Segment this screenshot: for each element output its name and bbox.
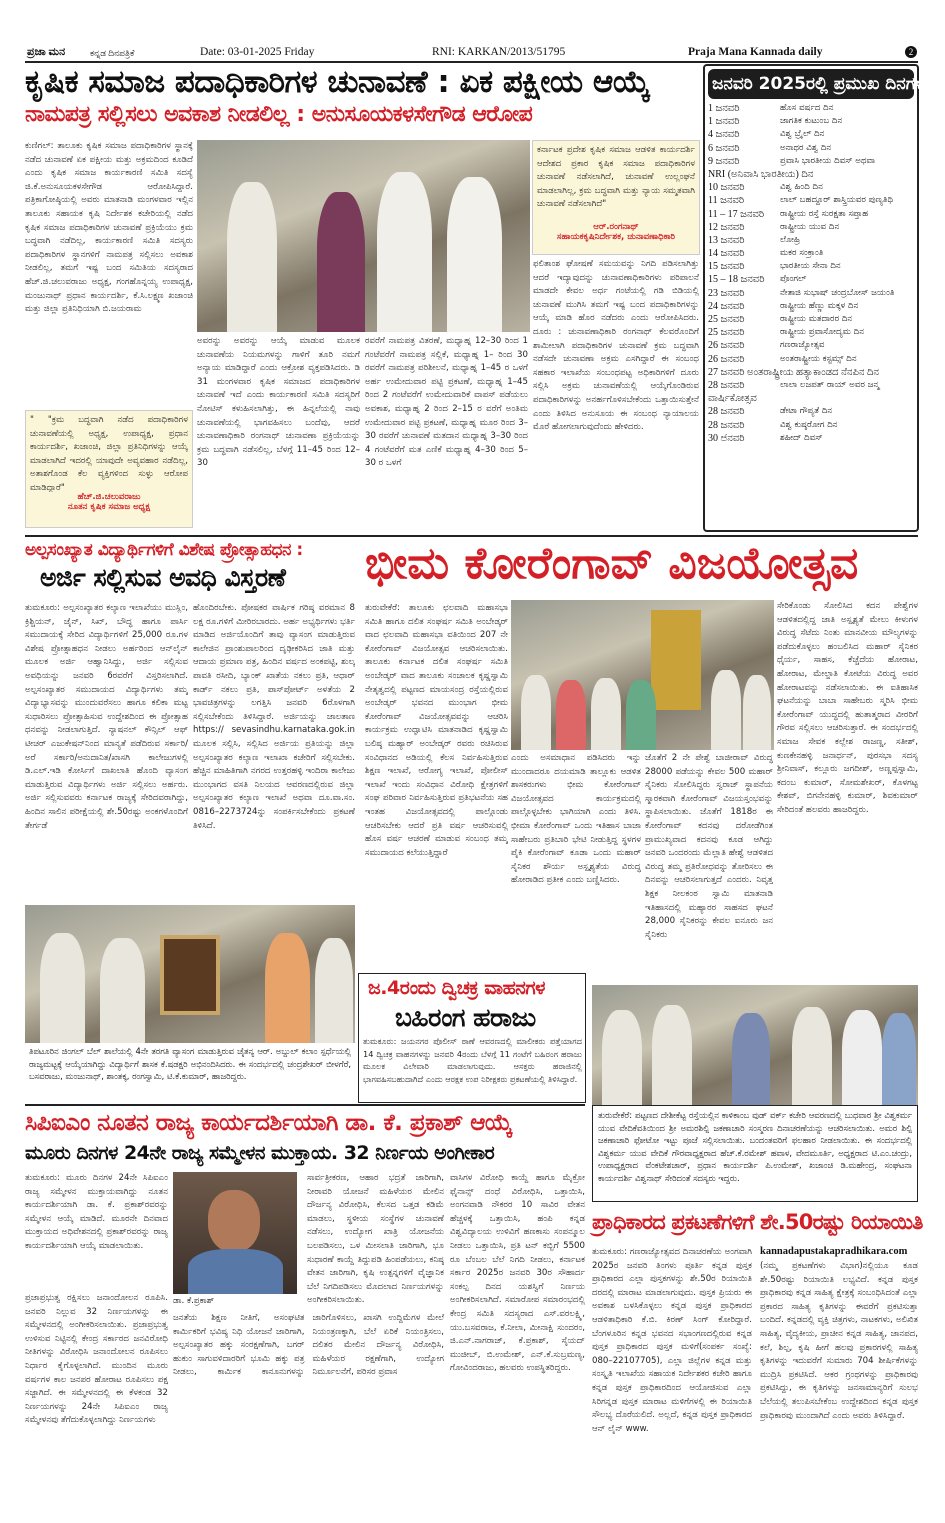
quote-author: ಆರ್.ರಂಗನಾಥ್ [593, 222, 639, 232]
date-row [705, 405, 917, 418]
section-divider [25, 1104, 585, 1106]
event-label: ಮಕರ ಸಂಕ್ರಾಂತಿ [780, 248, 824, 259]
date-row [705, 339, 917, 352]
date-label: 28 ಜನವರಿ [708, 379, 745, 391]
date-row [705, 208, 917, 221]
event-label: ರಾಷ್ಟ್ರೀಯ ಪ್ರವಾಸೋದ್ಯಮ ದಿನ [780, 327, 864, 338]
page-number: 2 [905, 46, 917, 58]
event-label: ರಾಷ್ಟ್ರೀಯ ಹೆಣ್ಣು ಮಕ್ಕಳ ದಿನ [780, 300, 859, 311]
date-label: 28 ಜನವರಿ [708, 419, 745, 431]
date-label: 12 ಜನವರಿ [708, 221, 745, 233]
date-label: NRI (ಅನಿವಾಸಿ ಭಾರತೀಯ) ದಿನ [708, 168, 814, 180]
kicker: ಅಲ್ಪಸಂಖ್ಯಾತ ವಿದ್ಯಾರ್ಥಿಗಳಿಗೆ ವಿಶೇಷ ಪ್ರೋತ್ಸಾಹಧನ : [25, 540, 303, 560]
date-label: 27 ಜನವರಿ ಅಂತರಾಷ್ಟ್ರೀಯ ಹತ್ಯಾಕಾಂಡದ ನೆನಪಿನ ದಿನ [708, 366, 879, 378]
date-row [705, 326, 917, 339]
article-text: ಎಂದು ಅಸಮಾಧಾನ ಪಡಿಸಿದರು ಇನ್ನು ಮುಂದಾದರೂ ದಯಮಾಡಿ ತಾಲ್ಲೂಕು ಆಡಳಿತ ಶಾಸಕರುಗಳು ಭೀಮ ಕೋರೆಂಗಾವ್ ವಿಜಯೋತ್ಸವದ ಕಾರ್ಯಕ್ರಮದಲ್ಲಿ ಪಾಲ್ಗೊಳ್ಳಬೇಕು ಭಾಗಿಯಾಗಿ ಎಂದು ತಿಳಿಸಿ. ಭೀಮಾ ಕೋರೆಂಗಾವ್ ಒಂದು ಇತಿಹಾಸ ಬಾಜಾ ಸಾಹೇಬರು ಪ್ರತಿಬಾರಿ ಭೇಟಿ ನೀಡುತ್ತಿದ್ದ ಸ್ಥಳಗಳ ಪೈಕಿ ಕೋರೆಂಗಾವ್ ಕೂಡಾ ಒಂದು ಮಹಾರ್ ಸೈನಿಕರ ಶೌರ್ಯ ಅಸ್ಪೃಶ್ಯತೆಯ ವಿರುದ್ಧ ಹೋರಾಡಿದ ಪ್ರತೀಕ ಎಂದು ಬಣ್ಣಿಸಿದರು. [511, 753, 641, 886]
news-photo [592, 985, 918, 1105]
event-label: ಹೊಸ ವರ್ಷದ ದಿನ [780, 103, 834, 113]
event-label: ವಿಶ್ವ ಬ್ರೈಲ್ ದಿನ [780, 129, 825, 140]
date-row [705, 247, 917, 260]
headline: ಅರ್ಜಿ ಸಲ್ಲಿಸುವ ಅವಧಿ ವಿಸ್ತರಣೆ [40, 563, 286, 592]
date-row [705, 419, 917, 432]
article-text: ವಾಸಿಗಳ ವಿರೋಧಿ ಕಾಯ್ದೆ ಹಾಗೂ ಮೈಕ್ರೋ ಫೈನಾನ್ಸ್ ದಂಧೆ ವಿರೋಧಿಸಿ, ಒತ್ತಾಯಿಸಿ, ಅಂಗನವಾಡಿ ನೌಕರರ 10 ಸಾವಿರ ವೇತನ ಹೆಚ್ಚಳಕ್ಕೆ ಒತ್ತಾಯಿಸಿ, ಹಂಪಿ ಕನ್ನಡ ವಿಶ್ವವಿದ್ಯಾಲಯ ಉಳಿವಿಗೆ ಹಣಕಾಸು ಸಂಪನ್ಮೂಲ ನೀಡಲು ಒತ್ತಾಯಿಸಿ, ಪ್ರತಿ ಟನ್ ಕಬ್ಬಿಗೆ 5500 ರೂ ಬೆಂಬಲ ಬೆಲೆ ನಿಗದಿ ನೀಡಲು, ಕರ್ನಾಟಕ ಸರ್ಕಾರ 2025ರ ಜನವರಿ 30ರ ಸೌಹಾರ್ದ ಸಂಕಲ್ಪ ದಿನದ ಯಶಸ್ವಿಗೆ ನಿರ್ಣಯ ಅಂಗೀಕರಿಸಲಾಗಿದೆ. ಸಮಾರೋಪ ಸಮಾರಂಭದಲ್ಲಿ ಕೇಂದ್ರ ಸಮಿತಿ ಸದಸ್ಯರಾದ ಎಸ್.ವರಲಕ್ಷ್ಮಿ, ಯು.ಬಸವರಾಜ, ಕೆ.ನೀಲಾ, ಮೀನಾಕ್ಷಿ ಸುಂದರಂ, ಜಿ.ಎನ್.ನಾಗರಾಜ್, ಕೆ.ಪ್ರಕಾಶ್, ಸೈಯದ್ ಮುಜೀಬ್, ಬಿ.ಉಮೇಶ್, ಎನ್.ಕೆ.ಸುಬ್ರಮಣ್ಯ, ಗೋವಿಂದರಾಜು, ಹಲವರು ಉಪಸ್ಥಿತರಿದ್ದರು. [450, 1173, 585, 1374]
subheadline: ನಾಮಪತ್ರ ಸಲ್ಲಿಸಲು ಅವಕಾಶ ನೀಡಲಿಲ್ಲ : ಅನುಸೂಯಕಳಸೇಗೌಡ ಆರೋಪ [25, 102, 533, 127]
article-text: ಜನತೆಯ ಶಿಕ್ಷಣ ನೀತಿಗೆ, ಅಸಂಘಟಿತ ಕಾರ್ಮಿಕರಿಗೆ ಭವಿಷ್ಯ ನಿಧಿ ಯೋಜನೆ ಜಾರಿಗಾಗಿ, ಅಲ್ಪಸಂಖ್ಯಾತರ ಹಕ್ಕು ಸಂರಕ್ಷಣೆಗಾಗಿ, ಬಗರ್ ಹುಕುಂ ಸಾಗುವಳಿದಾರರಿಗೆ ಭೂಮಿ ಹಕ್ಕು ಪತ್ರ ನೀಡಲು, ಕಾರ್ಮಿಕ ಕಾನೂನುಗಳನ್ನು ಜಾರಿಗೊಳಿಸಲು, ಖಾಸಗಿ ಉದ್ದಿಮೆಗಳ ಮೇಲೆ ನಿಯಂತ್ರಣಕ್ಕಾಗಿ, ಬೆಲೆ ಏರಿಕೆ ನಿಯಂತ್ರಿಸಲು, ದಲಿತರ ಮೇಲಿನ ದೌರ್ಜನ್ಯ ವಿರೋಧಿಸಿ, ಮಹಿಳೆಯರ ರಕ್ಷಣೆಗಾಗಿ, ಉದ್ಯೋಗ ನಿರ್ಮೂಲನೆಗೆ, ಪರಿಸರ ಪ್ರವಾಸ [173, 1313, 444, 1378]
date-row [705, 366, 917, 379]
date-row [705, 181, 917, 194]
paper-name: Praja Mana Kannada daily [688, 46, 823, 58]
event-label: ಅನಾಥರ ವಿಶ್ವ ದಿನ [780, 142, 832, 153]
date-label: 1 ಜನವರಿ [708, 116, 740, 128]
date-label: 25 ಜನವರಿ [708, 314, 745, 325]
event-label: ಡೇಟಾ ಗೌಪ್ಯತೆ ದಿನ [780, 406, 833, 417]
date-row [705, 128, 917, 141]
quote-text: " "ಕ್ರಮ ಬದ್ಧವಾಗಿ ನಡೆದ ಪದಾಧಿಕಾರಿಗಳ ಚುನಾವಣೆಯಲ್ಲಿ ಅಧ್ಯಕ್ಷ, ಉಪಾಧ್ಯಕ್ಷ, ಪ್ರಧಾನ ಕಾರ್ಯದರ್ಶಿ, ಖಜಾಂಚಿ, ಜಿಲ್ಲಾ ಪ್ರತಿನಿಧಿಗಳನ್ನು ಆಯ್ಕೆ ಮಾಡಲಾಗಿದೆ ಇದರಲ್ಲಿ ಯಾವುದೇ ಅವ್ಯವಹಾರ ನಡೆದಿಲ್ಲ, ಅತಾಶಗೊಂಡ ಕೆಲ ವ್ಯಕ್ತಿಗಳಿಂದ ಸುಳ್ಳು ಆರೋಪ ಮಾಡಿದ್ದಾರೆ" [30, 415, 188, 492]
pull-quote [25, 410, 193, 528]
event-label: ಪೊಂಗಲ್ [780, 274, 807, 285]
date-label: ವಾರ್ಷಿಕೋತ್ಸವ [708, 393, 757, 405]
event-label: ಜಾಗತಿಕ ಕುಟುಂಬ ದಿನ [780, 116, 843, 127]
date-label: 6 ಜನವರಿ [708, 142, 740, 154]
date-row [705, 392, 917, 405]
date-label: 11 – 17 ಜನವರಿ [708, 208, 765, 220]
article-text: ಹೊಂದಿರಬೇಕು. ಪೋಷಕರ ವಾರ್ಷಿಕ ಗರಿಷ್ಠ ವರಮಾನ 8 ಲಕ್ಷ ರೂ.ಗಳಿಗೆ ಮೀರಿರಬಾರದು. ಅರ್ಹ ಅಭ್ಯರ್ಥಿಗಳು ಭರ್ತಿ ಮಾಡಿದ ಅರ್ಜಿಯೊಂದಿಗೆ ತಾವು ವ್ಯಾಸಂಗ ಮಾಡುತ್ತಿರುವ ಕಾಲೇಜಿನ ಪ್ರಾಂಶುಪಾಲರಿಂದ ದೃಢೀಕರಿಸಿದ ಜಾತಿ ಮತ್ತು ಆದಾಯ ಪ್ರಮಾಣ ಪತ್ರ, ಹಿಂದಿನ ವರ್ಷದ ಅಂಕಪಟ್ಟಿ, ಶುಲ್ಕ ಪಾವತಿ ರಸೀದಿ, ಬ್ಯಾಂಕ್ ಖಾತೆಯ ನಕಲು ಪ್ರತಿ, ಆಧಾರ್ ಕಾರ್ಡ್ ನಕಲು ಪ್ರತಿ, ಪಾಸ್‌ಪೋರ್ಟ್ ಅಳತೆಯ 2 ಭಾವಚಿತ್ರಗಳನ್ನು ಲಗತ್ತಿಸಿ ಜನವರಿ 6ರೊಳಗಾಗಿ ಸಲ್ಲಿಸಬೇಕೆಂದು ತಿಳಿಸಿದ್ದಾರೆ. ಅರ್ಜಿಯನ್ನು ಜಾಲತಾಣ https:// sevasindhu.karnataka.gok.in ಮೂಲಕ ಸಲ್ಲಿಸಿ, ಸಲ್ಲಿಸಿದ ಅರ್ಜಿಯ ಪ್ರತಿಯನ್ನು ಜಿಲ್ಲಾ ಅಲ್ಪಸಂಖ್ಯಾತರ ಕಲ್ಯಾಣ ಇಲಾಖಾ ಕಚೇರಿಗೆ ಸಲ್ಲಿಸಬೇಕು. ಹೆಚ್ಚಿನ ಮಾಹಿತಿಗಾಗಿ ನಗರದ ಉತ್ತರಹಳ್ಳಿ ಇಂದಿರಾ ಕಾಲೇಜು ಮುಂಭಾಗದ ವಸತಿ ನಿಲಯದ ಆವರಣದಲ್ಲಿರುವ ಜಿಲ್ಲಾ ಅಲ್ಪಸಂಖ್ಯಾತರ ಕಲ್ಯಾಣ ಇಲಾಖೆ ಅಥವಾ ದೂ.ವಾ.ಸಂ. 0816–2273724ನ್ನು ಸಂಪರ್ಕಿಸಬೇಕೆಂದು ಪ್ರಕಟಣೆ ತಿಳಿಸಿದೆ. [193, 603, 355, 831]
date-label: 23 ಜನವರಿ [708, 287, 745, 299]
date-label: 11 ಜನವರಿ [708, 195, 745, 207]
quote-text: ಕರ್ನಾಟಕ ಪ್ರದೇಶ ಕೃಷಿಕ ಸಮಾಜ ಆಡಳಿತ ಕಾರ್ಯದರ್ಶಿ ಆದೇಶದ ಪ್ರಕಾರ ಕೃಷಿಕ ಸಮಾಜ ಪದಾಧಿಕಾರಿಗಳ ಚುನಾವಣೆ ನಡೆಸಲಾಗಿದೆ, ಚುನಾವಣೆ ಉಲ್ಲಂಘನೆ ಮಾಡಲಾಗಿಲ್ಲ, ಕ್ರಮ ಬದ್ಧವಾಗಿ ಮತ್ತು ನ್ಯಾಯ ಸಮ್ಮತವಾಗಿ ಚುನಾವಣೆ ನಡೆಸಲಾಗಿದೆ" [537, 145, 695, 210]
date-row [705, 142, 917, 155]
date-row [705, 194, 917, 207]
date-row [705, 102, 917, 115]
article-text: ತುಮಕೂರು: ಮೂರು ದಿನಗಳ 24ನೇ ಸಿಪಿಐಎಂ ರಾಜ್ಯ ಸಮ್ಮೇಳನ ಮುಕ್ತಾಯವಾಗಿದ್ದು ನೂತನ ಕಾರ್ಯದರ್ಶಿಯಾಗಿ ಡಾ. ಕೆ. ಪ್ರಕಾಶ್‌ರವರನ್ನು ಸಮ್ಮೇಳನ ಆಯ್ಕೆ ಮಾಡಿದೆ. ಮೂರನೇ ದಿನವಾದ ಮುಕ್ತಾಯದ ಅಧಿವೇಶನದಲ್ಲಿ ಪ್ರಕಾಶ್‌ರವರನ್ನು ರಾಜ್ಯ ಕಾರ್ಯದರ್ಶಿಯಾಗಿ ಆಯ್ಕೆ ಮಾಡಲಾಯಿತು. [25, 1173, 168, 1251]
date-row [705, 234, 917, 247]
event-label: ಪ್ರವಾಸಿ ಭಾರತೀಯ ದಿವಸ್ ಅಥವಾ [780, 155, 876, 166]
date-label: 14 ಜನವರಿ [708, 248, 745, 260]
article-text: ಕುಣಿಗಲ್: ತಾಲೂಕು ಕೃಷಿಕ ಸಮಾಜ ಪದಾಧಿಕಾರಿಗಳ ಸ್ಥಾನಕ್ಕೆ ನಡೆದ ಚುನಾವಣೆ ಏಕ ಪಕ್ಷೀಯ ಮತ್ತು ಅಕ್ರಮದಿಂದ ಕೂಡಿದೆ ಎಂದು ಕೃಷಿಕ ಸಮಾಜ ಕಾರ್ಯಕಾರಣಿ ಸಮಿತಿ ಸದಸ್ಯೆ ಜಿ.ಕೆ.ಅನುಸೂಯಕಳಸೇಗೌಡ ಆರೋಪಿಸಿದ್ದಾರೆ. ಪತ್ರಿಕಾಗೋಷ್ಠಿಯಲ್ಲಿ ಅವರು ಮಾತನಾಡಿ ಮಂಗಳವಾರ ಇಲ್ಲಿನ ತಾಲೂಕು ಸಹಾಯಕ ಕೃಷಿ ನಿರ್ದೇಶಕ ಕಚೇರಿಯಲ್ಲಿ ನಡೆದ ಕೃಷಿಕ ಸಮಾಜ ಪದಾಧಿಕಾರಿಗಳ ಚುನಾವಣೆ ಪ್ರಕ್ರಿಯೆಯು ಕ್ರಮ ಬದ್ಧವಾಗಿ ನಡೆದಿಲ್ಲ, ಕಾರ್ಯಕಾರಣಿ ಸಮಿತಿ ಸದಸ್ಯರು ಪದಾಧಿಕಾರಿಗಳ ಸ್ಥಾನಗಳಿಗೆ ನಾಮಪತ್ರ ಸಲ್ಲಿಸಲು ಅವಕಾಶ ನೀಡಲಿಲ್ಲ, ತಮಗೆ ಇಷ್ಟ ಬಂದ ಸಮಿತಿಯ ಸದಸ್ಯರಾದ ಹೆಚ್.ಜಿ.ಚಲುವರಾಜು ಅಧ್ಯಕ್ಷ, ಗಂಗಹೊನ್ನಯ್ಯ ಉಪಾಧ್ಯಕ್ಷ, ಮಂಜುನಾಥ್ ಪ್ರಧಾನ ಕಾರ್ಯದರ್ಶಿ, ಕೆ.ಸಿ.ಲಕ್ಷ್ಮಣ ಖಜಾಂಚಿ ಮತ್ತು ಜಿಲ್ಲಾ ಪ್ರತಿನಿಧಿಯಾಗಿ ಬಿ.ಜಯರಾಮ [25, 141, 193, 315]
pull-quote [532, 140, 700, 255]
masthead-logo: ಪ್ರಜಾ ಮನ [27, 46, 66, 58]
date-label: 26 ಜನವರಿ [708, 353, 745, 365]
date-label: 9 ಜನವರಿ [708, 155, 740, 167]
article-text: ಸೇರಿಕೊಂಡು ಸೋಲಿಸಿದ ಕದನ ಪೇಶ್ವೆಗಳ ಆಡಳಿತದಲ್ಲಿದ್ದ ಜಾತಿ ಅಸ್ಪೃಶ್ಯತೆ ಮೇಲು ಕೀಳುಗಳ ವಿರುದ್ಧ ಸೆಟೆದು ನಿಂತು ಮಾನವೀಯ ಮೌಲ್ಯಗಳನ್ನು ಪಡೆದುಕೊಳ್ಳಲು ಹಂಬಲಿಸಿದ ಮಹಾರ್ ಸೈನಿಕರ ಧೈರ್ಯ, ಸಾಹಸ, ಕೆಚ್ಚೆದೆಯ ಹೋರಾಟ, ಹೋರಾಟ, ಮೇಲ್ಜಾತಿ ಕೋಟೆಯ ವಿರುದ್ಧ ಅವರ ಹೋರಾಟವನ್ನು ನಡೆಸಲಾಯಿತು. ಈ ಐತಿಹಾಸಿಕ ಘಟನೆಯನ್ನು ಬಾಬಾ ಸಾಹೇಬರು ಸ್ಮರಿಸಿ ಭೀಮ ಕೋರೆಂಗಾವ್ ಯುದ್ಧದಲ್ಲಿ ಹುತಾತ್ಮರಾದ ವೀರರಿಗೆ ಗೌರವ ಸಲ್ಲಿಸಲು ಆಚರಿಸುತ್ತಾರೆ. ಈ ಸಂದರ್ಭದಲ್ಲಿ ಸಮಾಜ ಸೇವಕ ಕಲ್ಲೇಶ ರಾಜಣ್ಣ, ಸತೀಶ್, ಕುಣಕೇನಹಳ್ಳಿ ಜನಾರ್ಧನ್, ಪುರಸಭಾ ಸದಸ್ಯ ಶ್ರೀನಿವಾಸ್, ಕಲ್ಲೂರು ಜಗದೀಶ್, ಅಣ್ಣಪ್ಪಸ್ವಾಮಿ, ಕದಂಬ ಕುಮಾರ್, ಸೋಮಶೇಖರ್, ಕೊಳಗಟ್ಟ ಕೇಶವ್, ಬಿಗನೇನಹಳ್ಳಿ ಕುಮಾರ್, ಶಿವಕುಮಾರ್ ಸೇರಿದಂತೆ ಹಲವರು ಹಾಜರಿದ್ದರು. [777, 601, 918, 815]
masthead-rule [25, 61, 918, 63]
article-text: ಸಾರ್ವತ್ರೀಕರಣ, ಆಹಾರ ಭದ್ರತೆ ಜಾರಿಗಾಗಿ, ನೀರಾವರಿ ಯೋಜನೆ ಮಹಿಳೆಯರ ಮೇಲಿನ ದೌರ್ಜನ್ಯ ವಿರೋಧಿಸಿ, ಕೆಲಸದ ಒತ್ತಡ ಕಡಿಮೆ ಮಾಡಲು, ಸ್ಥಳೀಯ ಸಂಸ್ಥೆಗಳ ಚುನಾವಣೆ ನಡೆಸಲು, ಉದ್ಯೋಗ ಖಾತ್ರಿ ಯೋಜನೆಯ ಬಲಪಡಿಸಲು, ಒಳ ಮೀಸಲಾತಿ ಜಾರಿಗಾಗಿ, ಭೂ ಸುಧಾರಣೆ ಕಾಯ್ದೆ ತಿದ್ದುಪಡಿ ಹಿಂಪಡೆಯಲು, ಕನಿಷ್ಠ ವೇತನ ಜಾರಿಗಾಗಿ, ಕೃಷಿ ಉತ್ಪನ್ನಗಳಿಗೆ ವೈಜ್ಞಾನಿಕ ಬೆಲೆ ನಿಗದಿಪಡಿಸಲು ಮೊದಲಾದ ನಿರ್ಣಯಗಳನ್ನು ಅಂಗೀಕರಿಸಲಾಯಿತು. [307, 1173, 444, 1306]
article-text: ತುಮಕೂರು: ಜಯನಗರ ಪೊಲೀಸ್ ಠಾಣೆ ಆವರಣದಲ್ಲಿ ಮಾಲೀಕರು ಪತ್ತೆಯಾಗದ 14 ದ್ವಿಚಕ್ರ ವಾಹನಗಳನ್ನು ಜನವರಿ 4ರಂದು ಬೆಳಗ್ಗೆ 11 ಗಂಟೆಗೆ ಬಹಿರಂಗ ಹರಾಜು ಮೂಲಕ ವಿಲೇವಾರಿ ಮಾಡಲಾಗುವುದು. ಆಸಕ್ತರು ಹರಾಜಿನಲ್ಲಿ ಭಾಗವಹಿಸಬಹುದಾಗಿದೆ ಎಂದು ಆರಕ್ಷಕ ಉಪ ನಿರೀಕ್ಷಕರು ಪ್ರಕಟಣೆಯಲ್ಲಿ ತಿಳಿಸಿದ್ದಾರೆ. [363, 1036, 582, 1084]
portrait-photo [173, 1172, 297, 1294]
date-label: 30 ජನವರಿ [708, 432, 745, 444]
date-label: 4 ಜನವರಿ [708, 129, 740, 141]
headline: ಪ್ರಾಧಿಕಾರದ ಪ್ರಕಟಣೆಗಳಿಗೆ ಶೇ.50ರಷ್ಟು ರಿಯಾಯಿತಿ [592, 1210, 923, 1234]
headline: ಬಹಿರಂಗ ಹರಾಜು [395, 1003, 536, 1032]
article-text: ತುಮಕೂರು: ಅಲ್ಪಸಂಖ್ಯಾತರ ಕಲ್ಯಾಣ ಇಲಾಖೆಯು ಮುಸ್ಲಿಂ, ಕ್ರಿಶ್ಚಿಯನ್, ಜೈನ್, ಸಿಖ್, ಬೌದ್ಧ ಹಾಗೂ ಪಾರ್ಸಿ ಸಮುದಾಯಕ್ಕೆ ಸೇರಿದ ವಿದ್ಯಾರ್ಥಿಗಳಿಗೆ 25,000 ರೂ.ಗಳ ವಿಶೇಷ ಪ್ರೋತ್ಸಾಹಧನ ನೀಡಲು ಅರ್ಹರಿಂದ ಆನ್‌ಲೈನ್ ಮೂಲಕ ಅರ್ಜಿ ಆಹ್ವಾನಿಸಿದ್ದು, ಅರ್ಜಿ ಸಲ್ಲಿಸುವ ಅವಧಿಯನ್ನು ಜನವರಿ 6ರವರೆಗೆ ವಿಸ್ತರಿಸಲಾಗಿದೆ. ಅಲ್ಪಸಂಖ್ಯಾತರ ಸಮುದಾಯದ ವಿದ್ಯಾರ್ಥಿಗಳು ತಮ್ಮ ವಿದ್ಯಾಭ್ಯಾಸವನ್ನು ಮುಂದುವರೆಸಲು ಹಾಗೂ ಕಲಿಕಾ ಮಟ್ಟ ಸುಧಾರಿಸಲು ಪ್ರೋತ್ಸಾಹಿಸುವ ಉದ್ದೇಶದಿಂದ ಈ ಪ್ರೋತ್ಸಾಹ ಧನವನ್ನು ನೀಡಲಾಗುತ್ತಿದೆ. ನ್ಯಾಷನಲ್ ಕೌನ್ಸಿಲ್ ಆಫ್ ಟೀಚರ್ ಎಜುಕೇಷನ್‌ನಿಂದ ಮಾನ್ಯತೆ ಪಡೆದಿರುವ ಸರ್ಕಾರಿ/ಅರೆ ಸರ್ಕಾರಿ/ಅನುದಾನಿತ/ಖಾಸಗಿ ಕಾಲೇಜುಗಳಲ್ಲಿ ಡಿ.ಎಲ್.ಇಡಿ ಕೋರ್ಸಿಗೆ ದಾಖಲಾತಿ ಹೊಂದಿ ವ್ಯಾಸಂಗ ಮಾಡುತ್ತಿರುವ ವಿದ್ಯಾರ್ಥಿಗಳು ಅರ್ಜಿ ಸಲ್ಲಿಸಲು ಅರ್ಹರು. ಅರ್ಜಿ ಸಲ್ಲಿಸುವವರು ಕರ್ನಾಟಕ ರಾಜ್ಯಕ್ಕೆ ಸೇರಿದವರಾಗಿದ್ದು, ಹಿಂದಿನ ಸಾಲಿನ ಪರೀಕ್ಷೆಯಲ್ಲಿ ಶೇ.50ರಷ್ಟು ಅಂಕಗಳೊಂದಿಗೆ ತೇರ್ಗಡೆ [25, 603, 188, 831]
date-row [705, 273, 917, 286]
masthead-tagline: ಕನ್ನಡ ದಿನಪತ್ರಿಕೆ [90, 48, 135, 58]
section-divider [25, 535, 918, 537]
event-label: ಲಾಲಾ ಲಜಪತ್ ರಾಯ್ ಅವರ ಜನ್ಮ [780, 379, 880, 390]
event-label: ಗಣರಾಜ್ಯೋತ್ಸವ [780, 340, 825, 351]
event-label: ರಾಷ್ಟ್ರೀಯ ರಸ್ತೆ ಸುರಕ್ಷತಾ ಸಪ್ತಾಹ [780, 208, 869, 219]
date-label: 10 ಜನವರಿ [708, 182, 745, 194]
date-label: 25 ಜನವರಿ [708, 327, 745, 339]
event-label: ಲಾಲ್ ಬಹದ್ದೂರ್ ಶಾಸ್ತ್ರಿಯವರ ಪುಣ್ಯತಿಥಿ [780, 195, 894, 206]
article-text: ತುಮಕೂರು: ಗಣರಾಜ್ಯೋತ್ಸವದ ದಿನಾಚರಣೆಯ ಅಂಗವಾಗಿ 2025ರ ಜನವರಿ ತಿಂಗಳು ಪೂರ್ತಿ ಕನ್ನಡ ಪುಸ್ತಕ ಪ್ರಾಧಿಕಾರದ ಎಲ್ಲಾ ಪುಸ್ತಕಗಳನ್ನು ಶೇ.50ರ ರಿಯಾಯಿತಿ ದರದಲ್ಲಿ ಮಾರಾಟ ಮಾಡಲಾಗುವುದು. ಪುಸ್ತಕ ಪ್ರಿಯರು ಈ ಅವಕಾಶ ಬಳಸಿಕೊಳ್ಳಲು ಕನ್ನಡ ಪುಸ್ತಕ ಪ್ರಾಧಿಕಾರದ ಆಡಳಿತಾಧಿಕಾರಿ ಕೆ.ಬಿ. ಕಿರಣ್ ಸಿಂಗ್ ಕೋರಿದ್ದಾರೆ. ಬೆಂಗಳೂರಿನ ಕನ್ನಡ ಭವನದ ಸಭಾಂಗಣದಲ್ಲಿರುವ ಕನ್ನಡ ಪುಸ್ತಕ ಪ್ರಾಧಿಕಾರದ ಪುಸ್ತಕ ಮಳಿಗೆ(ಸಂಪರ್ಕ ಸಂಖ್ಯೆ: 080–22107705), ಎಲ್ಲಾ ಜಿಲ್ಲೆಗಳ ಕನ್ನಡ ಮತ್ತು ಸಂಸ್ಕೃತಿ ಇಲಾಖೆಯ ಸಹಾಯಕ ನಿರ್ದೇಶಕರ ಕಚೇರಿ ಹಾಗೂ ಕನ್ನಡ ಪುಸ್ತಕ ಪ್ರಾಧಿಕಾರದಿಂದ ಆಯೋಜಿಸುವ ಎಲ್ಲಾ ಸಿರಿಗನ್ನಡ ಪುಸ್ತಕ ಮಾರಾಟ ಮಳಿಗೆಗಳಲ್ಲಿ ಈ ರಿಯಾಯಿತಿ ಸೌಲಭ್ಯ ದೊರೆಯಲಿದೆ. ಅಲ್ಲದೆ, ಕನ್ನಡ ಪುಸ್ತಕ ಪ್ರಾಧಿಕಾರದ ಆನ್ ಲೈನ್ www. [592, 1247, 752, 1434]
headline: ಭೀಮ ಕೋರೆಂಗಾವ್ ವಿಜಯೋತ್ಸವ [365, 538, 859, 589]
kicker: ಜ.4ರಂದು ದ್ವಿಚಕ್ರ ವಾಹನಗಳ [368, 977, 545, 999]
event-label: ಅಂತರಾಷ್ಟ್ರೀಯ ಕಸ್ಟಮ್ಸ್ ದಿನ [780, 353, 857, 364]
date-row [705, 432, 917, 445]
article-text: ರವರೆಗೆ ನಾಮಪತ್ರ ವಿತರಣೆ, ಮಧ್ಯಾಹ್ನ 12–30 ರಿಂದ 1 ಗಂಟೆವರೆಗೆ ನಾಮಪತ್ರ ಸಲ್ಲಿಕೆ, ಮಧ್ಯಾಹ್ನ 1– ರಿಂದ 30 ರವರೆಗೆ ನಾಮಪತ್ರ ಪರಿಶೀಲನೆ, ಮಧ್ಯಾಹ್ನ 1–45 ರ ಒಳಗೆ ಅರ್ಹ ಉಮೇದುವಾರ ಪಟ್ಟಿ ಪ್ರಕಟಣೆ, ಮಧ್ಯಾಹ್ನ 1–45 ರಿಂದ 2 ಗಂಟೆವರೆಗೆ ಉಮೇದುವಾರಿಕೆ ವಾಪಸ್ ಪಡೆಯಲು ಅವಕಾಶ, ಮಧ್ಯಾಹ್ನ 2 ರಿಂದ 2–15 ರ ವರೆಗೆ ಅಂತಿಮ ಉಮೇದುವಾರ ಪಟ್ಟಿ ಪ್ರಕಟಣೆ, ಮಧ್ಯಾಹ್ನ ಮೂರ ರಿಂದ 3–30 ರವರೆಗೆ ಚುನಾವಣೆ ಮತದಾನ ಮಧ್ಯಾಹ್ನ 3–30 ರಿಂದ 4 ಗಂಟೆವರೆಗೆ ಮತ ಎಣಿಕೆ ಮಧ್ಯಾಹ್ನ 4–30 ರಿಂದ 5–30 ರ ಒಳಗೆ [365, 336, 528, 469]
headline: ಸಿಪಿಐಎಂ ನೂತನ ರಾಜ್ಯ ಕಾರ್ಯದರ್ಶಿಯಾಗಿ ಡಾ. ಕೆ. ಪ್ರಕಾಶ್ ಆಯ್ಕೆ [25, 1110, 513, 1136]
date-row [705, 353, 917, 366]
issue-date: Date: 03-01-2025 Friday [200, 46, 315, 58]
subheadline: ಮೂರು ದಿನಗಳ 24ನೇ ರಾಜ್ಯ ಸಮ್ಮೇಳನ ಮುಕ್ತಾಯ. 32 ನಿರ್ಣಯ ಅಂಗೀಕಾರ [25, 1142, 495, 1164]
dates-box-title: ಜನವರಿ 2025ರಲ್ಲಿ ಪ್ರಮುಖ ದಿನಗಳು [708, 69, 914, 99]
event-label: ನೇತಾಜಿ ಸುಭಾಷ್ ಚಂದ್ರಬೋಸ್ ಜಯಂತಿ [780, 287, 895, 298]
date-label: 15 – 18 ಜನವರಿ [708, 274, 765, 286]
date-row [705, 313, 917, 326]
date-row [705, 221, 917, 234]
date-row [705, 287, 917, 300]
article-text: (ನಮ್ಮ ಪ್ರಕಟಣೆಗಳು ವಿಭಾಗ)ನಲ್ಲಿಯೂ ಕೂಡ ಶೇ.50ರಷ್ಟು ರಿಯಾಯಿತಿ ಲಭ್ಯವಿದೆ. ಕನ್ನಡ ಪುಸ್ತಕ ಪ್ರಾಧಿಕಾರವು ಕನ್ನಡ ಸಾಹಿತ್ಯ ಕ್ಷೇತ್ರಕ್ಕೆ ಸಂಬಂಧಿಸಿದಂತೆ ಎಲ್ಲಾ ಪ್ರಕಾರದ ಸಾಹಿತ್ಯ ಕೃತಿಗಳನ್ನು ಈವರೆಗೆ ಪ್ರಕಟಿಸುತ್ತಾ ಬಂದಿದೆ. ಕನ್ನಡದಲ್ಲಿ ವ್ಯಕ್ತಿ ಚಿತ್ರಗಳು, ನಾಟಕಗಳು, ಅಲಿಖಿತ ಸಾಹಿತ್ಯ, ವೈದ್ಯಕೀಯ, ಪ್ರಾಚೀನ ಕನ್ನಡ ಸಾಹಿತ್ಯ, ಜಾನಪದ, ಕಲೆ, ಶಿಲ್ಪ, ಕೃಷಿ ಹೀಗೆ ಹಲವು ಪ್ರಕಾರಗಳಲ್ಲಿ ಸಾಹಿತ್ಯ ಕೃತಿಗಳನ್ನು ಇದುವರೆಗೆ ಸುಮಾರು 704 ಶೀರ್ಷಿಕೆಗಳನ್ನು ಮುದ್ರಿಸಿ ಪ್ರಕಟಿಸಿದೆ. ಆಕರ ಗ್ರಂಥಗಳನ್ನು ಪ್ರಾಧಿಕಾರವು ಪ್ರಕಟಿಸಿದ್ದು, ಈ ಕೃತಿಗಳನ್ನು ಜನಸಾಮಾನ್ಯರಿಗೆ ಸುಲಭ ಬೆಲೆಯಲ್ಲಿ ತಲುಪಿಸಬೇಕೆಂಬ ಉದ್ದೇಶದಿಂದ ಕನ್ನಡ ಪುಸ್ತಕ ಪ್ರಾಧಿಕಾರವು ಮುಂದಾಗಿದೆ ಎಂದು ಅವರು ತಿಳಿಸಿದ್ದಾರೆ. [760, 1261, 918, 1421]
date-label: 26 ಜನವರಿ [708, 340, 745, 352]
date-label: 1 ಜನವರಿ [708, 103, 740, 114]
quote-author-role: ನೂತನ ಕೃಷಿಕ ಸಮಾಜ ಅಧ್ಯಕ್ಷ [67, 502, 151, 512]
date-label: 24 ಜನವರಿ [708, 300, 745, 312]
date-row [705, 379, 917, 392]
article-text: ಫಲಿತಾಂಶ ಘೋಷಣೆ ಸಮಯವನ್ನು ನಿಗದಿ ಪಡಿಸಲಾಗಿತ್ತು ಆದರೆ ಇದ್ಯಾವುದನ್ನು ಚುನಾವಣಾಧಿಕಾರಿಗಳು ಪರಿಪಾಲನೆ ಮಾಡದೇ ಕೇವಲ ಅರ್ಧ ಗಂಟೆಯಲ್ಲಿ ಗಡಿ ಬಿಡಿಯಲ್ಲಿ ಚುನಾವಣೆ ಮುಗಿಸಿ ತಮಗೆ ಇಷ್ಟ ಬಂದ ಪದಾಧಿಕಾರಿಗಳನ್ನು ಆಯ್ಕೆ ಮಾಡಿ ಹೊರ ನಡೆದರು ಎಂದು ಆರೋಪಿಸಿದರು. ದೂರು : ಚುನಾವಣಾಧಿಕಾರಿ ರಂಗನಾಥ್ ಕೆಲವರೊಂದಿಗೆ ಶಾಮೀಲಾಗಿ ಪದಾಧಿಕಾರಿಗಳ ಚುನಾವಣೆ ಕ್ರಮ ಬದ್ಧವಾಗಿ ನಡೆಸದೇ ಚುನಾವಣಾ ಅಕ್ರಮ ಎಸಗಿದ್ದಾರೆ ಈ ಸಂಬಂಧ ಸಹಕಾರ ಇಲಾಖೆಯ ಸಂಬಂಧಪಟ್ಟ ಅಧಿಕಾರಿಗಳಿಗೆ ದೂರು ಸಲ್ಲಿಸಿ ಅಕ್ರಮ ಚುನಾವಣೆಯಲ್ಲಿ ಆಯ್ಕೆಗೊಂಡಿರುವ ಪದಾಧಿಕಾರಿಗಳನ್ನು ಅನರ್ಹಗೊಳಿಸಬೇಕೆಂದು ಒತ್ತಾಯಿಸುತ್ತೇನೆ ಎಂದು ತಿಳಿಸಿದ ಅನುಸೂಯ ಈ ಸಂಬಂಧ ನ್ಯಾಯಾಲಯ ಮೊರೆ ಹೋಗಲಾಗುವುದೆಂದು ಹೇಳಿದರು. [533, 259, 699, 433]
date-row [705, 300, 917, 313]
news-photo [197, 140, 530, 332]
date-row [705, 115, 917, 128]
article-text: ಅವರನ್ನು ಅವರನ್ನು ಆಯ್ಕೆ ಮಾಡುವ ಮೂಲಕ ಚುನಾವಣೆಯ ನಿಯಮಗಳನ್ನು ಗಾಳಿಗೆ ತೂರಿ ನಮಗೆ ಅನ್ಯಾಯ ಮಾಡಿದ್ದಾರೆ ಎಂದು ಆಕ್ರೋಶ ವ್ಯಕ್ತಪಡಿಸಿದರು. ಡಿ 31 ಮಂಗಳವಾರ ಕೃಷಿಕ ಸಮಾಜದ ಪದಾಧಿಕಾರಿಗಳ ಚುನಾವಣೆ ಇದೆ ಎಂದು ಕಾರ್ಯಕಾರಣಿ ಸಮಿತಿ ಸದಸ್ಯರಿಗೆ ನೋಟಿಸ್ ಕಳುಹಿಸಲಾಗಿತ್ತು, ಈ ಹಿನ್ನಲೆಯಲ್ಲಿ ನಾವು ಚುನಾವಣೆಯಲ್ಲಿ ಭಾಗವಹಿಸಲು ಬಂದೆವು, ಆದರೆ ಚುನಾವಣಾಧಿಕಾರಿ ರಂಗನಾಥ್ ಚುನಾವಣಾ ಪ್ರಕ್ರಿಯೆಯನ್ನು ಕ್ರಮ ಬದ್ಧವಾಗಿ ನಡೆಸಲಿಲ್ಲ, ಬೆಳಗ್ಗೆ 11–45 ರಿಂದ 12–30 [197, 336, 360, 469]
news-photo [511, 600, 774, 750]
date-row [705, 155, 917, 168]
date-row [705, 168, 917, 181]
website-link[interactable]: kannadapustakapradhikara.com [760, 1246, 908, 1257]
important-dates-box [703, 64, 930, 532]
article-text: ಜೊತೆಗೆ 2 ನೇ ಪೇಶ್ವೆ ಬಾಜೀರಾವ್ ವಿರುದ್ಧ 28000 ಪಡೆಯನ್ನು ಕೇವಲ 500 ಮಹಾರ್ ಸೈನಿಕರು ಸೋಲಿಸಿದ್ದರು ಸ್ವರಾಜ್ ಸ್ಥಾಪನೆಯ ಸ್ಮಾರಕವಾಗಿ ಕೋರೆಂಗಾವ್ ವಿಜಯಸ್ತಂಭವನ್ನು ಸ್ಥಾಪಿಸಲಾಯಿತು. ಜೊತೆಗೆ 1818ರ ಈ ಕೋರೆಂಗಾವ್ ಕದನವು ದರೋಡೆಗಿಂತ ಪ್ರಾಮುಖ್ಯವಾದ ಕದನವು ಕೂಡ ಆಗಿದ್ದು ಜನವರಿ ಒಂದರಂದು ಮೆಲ್ಲಾತಿ ಹೇಶ್ವೆ ಆಡಳಿತದ ವಿರುದ್ಧ ತಮ್ಮ ಪ್ರತಿರೋಧವನ್ನು ತೋರಿಸಲು ಈ ದಿನವನ್ನು ಆಚರಿಸಲಾಗುತ್ತದೆ ಎಂದರು. ನಿವೃತ್ತ ಶಿಕ್ಷಕ ನೀಲಕಂಠ ಸ್ವಾಮಿ ಮಾತನಾಡಿ ಇತಿಹಾಸದಲ್ಲಿ ಮಹ್ಯಾರರ ಸಾಹಸದ ಘಟನೆ 28,000 ಸೈನಿಕರನ್ನು ಕೇವಲ ಐನೂರು ಜನ ಸೈನಿಕರು [645, 753, 773, 940]
quote-author-role: ಸಹಾಯಕಕೃಷಿನಿರ್ದೇಶಕ, ಚುನಾವಣಾಧಿಕಾರಿ [556, 232, 676, 242]
rni-number: RNI: KARKAN/2013/51795 [432, 46, 566, 58]
event-label: ಶಹೀದ್ ದಿವಸ್ [780, 432, 823, 443]
news-photo [25, 905, 355, 1043]
event-label: ರಾಷ್ಟ್ರೀಯ ಮತದಾರರ ದಿನ [780, 314, 853, 324]
event-label: ರಾಷ್ಟ್ರೀಯ ಯುವ ದಿನ [780, 221, 840, 232]
event-label: ಭಾರತೀಯ ಸೇನಾ ದಿನ [780, 261, 841, 272]
event-label: ವಿಶ್ವ ಕುಷ್ಠರೋಗ ದಿನ [780, 419, 838, 430]
date-row [705, 260, 917, 273]
event-label: ಲೋಹ್ರಿ [780, 234, 801, 245]
date-label: 28 ಜನವರಿ [708, 406, 745, 418]
article-text: ತುರುವೇಕೆರೆ: ತಾಲೂಕು ಛಲವಾದಿ ಮಹಾಸಭಾ ಸಮಿತಿ ಹಾಗೂ ದಲಿತ ಸಂಘರ್ಷ ಸಮಿತಿ ಅಂಬೇಡ್ಕರ್ ವಾದ ಛಲವಾದಿ ಮಹಾಸಭಾ ವತಿಯಿಂದ 207 ನೇ ಕೋರೆಂಗಾವ್ ವಿಜಯೋತ್ಸವ ಆಚರಿಸಲಾಯಿತು. ತಾಲೂಕು ಕರ್ನಾಟಕ ದಲಿತ ಸಂಘರ್ಷ ಸಮಿತಿ ಅಂಬೇಡ್ಕರ್ ವಾದ ತಾಲೂಕು ಸಂಚಾಲಕ ಕೃಷ್ಣಸ್ವಾಮಿ ನೇತೃತ್ವದಲ್ಲಿ ಪಟ್ಟಣದ ಮಾಯಸಂದ್ರ ರಸ್ತೆಯಲ್ಲಿರುವ ಅಂಬೇಡ್ಕರ್ ಭವನದ ಮುಂಭಾಗ ಭೀಮ ಕೋರೆಂಗಾವ್ ವಿಜಯೋತ್ಸವವನ್ನು ಆಚರಿಸಿ ಕಾರ್ಯಕ್ರಮ ಉದ್ಘಾಟಿಸಿ ಮಾತನಾಡಿದ ಕೃಷ್ಣಸ್ವಾಮಿ ಬಲಿಷ್ಠ ಮಹ್ಯಾರ್ ಅಂಬೇಡ್ಕರ್ ರವರು ರಚಿಸಿರುವ ಸಂವಿಧಾನದ ಅಡಿಯಲ್ಲಿ ಕೆಲಸ ನಿರ್ವಹಿಸುತ್ತಿರುವ ಶಿಕ್ಷಣ ಇಲಾಖೆ, ಆರೋಗ್ಯ ಇಲಾಖೆ, ಪೋಲೀಸ್ ಇಲಾಖೆ ಇಂದು ಸಂವಿಧಾನ ವಿರೋಧಿ ಕ್ಷೇತ್ರಗಳಿಗೆ ಸಂಘ ಪರಿವಾರ ನಿರ್ವಹಿಸುತ್ತಿರುವ ಪ್ರತಿಭಟನೆಯ ಸಹ ಇಂತಹ ವಿಜಯೋತ್ಸವದಲ್ಲಿ ಪಾಲ್ಗೊಂಡು ಆಚರಿಸಬೇಕು ಆದರೆ ಪ್ರತಿ ವರ್ಷ ಆಚರಿಸುವಲ್ಲಿ ಹೊಸ ವರ್ಷ ಆಚರಣೆ ಮಾಡುವ ಸಂಬಂಧ ತಮ್ಮ ಸಮುದಾಯದ ಕಲೆಯುತ್ತಿದ್ದಾರೆ [365, 603, 508, 858]
photo-caption: ಡಾ. ಕೆ.ಪ್ರಕಾಶ್ [173, 1296, 215, 1306]
date-label: 13 ಜನವರಿ [708, 234, 745, 246]
dates-list [705, 102, 917, 445]
headline: ಕೃಷಿಕ ಸಮಾಜ ಪದಾಧಿಕಾರಿಗಳ ಚುನಾವಣೆ : ಏಕ ಪಕ್ಷೀಯ ಆಯ್ಕೆ [25, 64, 650, 100]
event-label: ವಿಶ್ವ ಹಿಂದಿ ದಿನ [780, 182, 823, 193]
photo-caption: ತಿಪಟೂರಿನ ಜಿಂಗಲ್ ಬೆಲ್ ಶಾಲೆಯಲ್ಲಿ 4ನೇ ತರಗತಿ ವ್ಯಾಸಂಗ ಮಾಡುತ್ತಿರುವ ಚೈತನ್ಯ ಆರ್. ಅಬ್ದುಲ್ ಕಲಾಂ ಸ್ಪರ್ಧೆಯಲ್ಲಿ ರಾಜ್ಯಮಟ್ಟಕ್ಕೆ ಆಯ್ಕೆಯಾಗಿದ್ದು ವಿದ್ಯಾರ್ಥಿಗೆ ಶಾಸಕ ಕೆ.ಷಡಕ್ಷರಿ ಅಭಿನಂದಿಸಿದರು. ಈ ಸಂದರ್ಭದಲ್ಲಿ ಚಂದ್ರಶೇಖರ್ ಬೀಳಗೆರೆ, ಬಸವರಾಜು, ಮಂಜುನಾಥ್, ಶಾಂತಕ್ಕ, ರಂಗಸ್ವಾಮಿ, ಟಿ.ಕೆ.ಕುಮಾರ್, ಹಾಜರಿದ್ದರು. [29, 1046, 351, 1081]
article-text: ಪ್ರಜಾಪ್ರಭುತ್ವ ರಕ್ಷಿಸಲು ಜನಾಂದೋಲನ ರೂಪಿಸಿ. ಜನವರಿ ನಿಲ್ಲುವ 32 ನಿರ್ಣಯಗಳನ್ನು ಈ ಸಮ್ಮೇಳನದಲ್ಲಿ ಅಂಗೀಕರಿಸಲಾಯಿತು. ಪ್ರಜಾಪ್ರಭುತ್ವ ಉಳಿಸುವ ನಿಟ್ಟಿನಲ್ಲಿ ಕೇಂದ್ರ ಸರ್ಕಾರದ ಜನವಿರೋಧಿ ನೀತಿಗಳನ್ನು ವಿರೋಧಿಸಿ ಜನಾಂದೋಲನ ರೂಪಿಸಲು ನಿರ್ಧಾರ ಕೈಗೊಳ್ಳಲಾಗಿದೆ. ಮುಂದಿನ ಮೂರು ವರ್ಷಗಳ ಕಾಲ ಜನಪರ ಹೋರಾಟ ರೂಪಿಸಲು ಪಕ್ಷ ಸಜ್ಜಾಗಿದೆ. ಈ ಸಮ್ಮೇಳನದಲ್ಲಿ ಈ ಕೆಳಕಂಡ 32 ನಿರ್ಣಯಗಳನ್ನು 24ನೇ ಸಿಪಿಐಎಂ ರಾಜ್ಯ ಸಮ್ಮೇಳನವು ತೆಗೆದುಕೊಳ್ಳಲಾಗಿದ್ದು ನಿರ್ಣಯಗಳು [25, 1293, 168, 1426]
photo-caption: ತುರುವೇಕೆರೆ: ಪಟ್ಟಣದ ದೇಶೀಕೆಟ್ಟ ರಸ್ತೆಯಲ್ಲಿನ ಕಾಳಿಕಾಂಬ ವುಡ್ ವರ್ಕ್ ಕಚೇರಿ ಆವರಣದಲ್ಲಿ ಬುಧವಾರ ಶ್ರೀ ವಿಶ್ವಕರ್ಮ ಯುವ ವೇದಿಕೆವತಿಯಿಂದ ಶ್ರೀ ಅಮರಶಿಲ್ಪಿ ಜಕಣಾಚಾರಿ ಸಂಸ್ಮರಣ ದಿನಾಚರಣೆಯನ್ನು ಆಚರಿಸಲಾಯಿತು. ಅಮರ ಶಿಲ್ಪಿ ಜಕಣಾಚಾರಿ ಫೋಟೋ ಇಟ್ಟು ಪೂಜೆ ಸಲ್ಲಿಸಲಾಯಿತು. ಬಂದಂತವರಿಗೆ ಫಲಹಾರ ನೀಡಲಾಯಿತು. ಈ ಸಂದರ್ಭದಲ್ಲಿ ವಿಶ್ವಕರ್ಮ ಯುವ ವೇದಿಕೆ ಗೌರವಾಧ್ಯಕ್ಷರಾದ ಹೆಚ್.ಕೆ.ರಮೇಶ್ ಹವಾಳ, ವೇದಮೂರ್ತಿ, ಅಧ್ಯಕ್ಷರಾದ ಟಿ.ಎಂ.ಚಂದ್ರು, ಉಪಾಧ್ಯಕ್ಷರಾದ ವೆಂಕಟೇಶಚಾರ್, ಪ್ರಧಾನ ಕಾರ್ಯದರ್ಶಿ ಪಿ.ಉಮೇಶ್, ಖಜಾಂಚಿ ಡಿ.ಮಹೇಂದ್ರ, ಸಂಘಟನಾ ಕಾರ್ಯದರ್ಶಿ ವಿಶ್ವನಾಥ್ ಸೇರಿದಂತೆ ಸದಸ್ಯರು ಇದ್ದರು. [592, 1105, 918, 1202]
quote-author: ಹೆಚ್.ಜಿ.ಚಲುವರಾಜು [77, 492, 141, 502]
date-label: 15 ಜನವರಿ [708, 261, 745, 273]
